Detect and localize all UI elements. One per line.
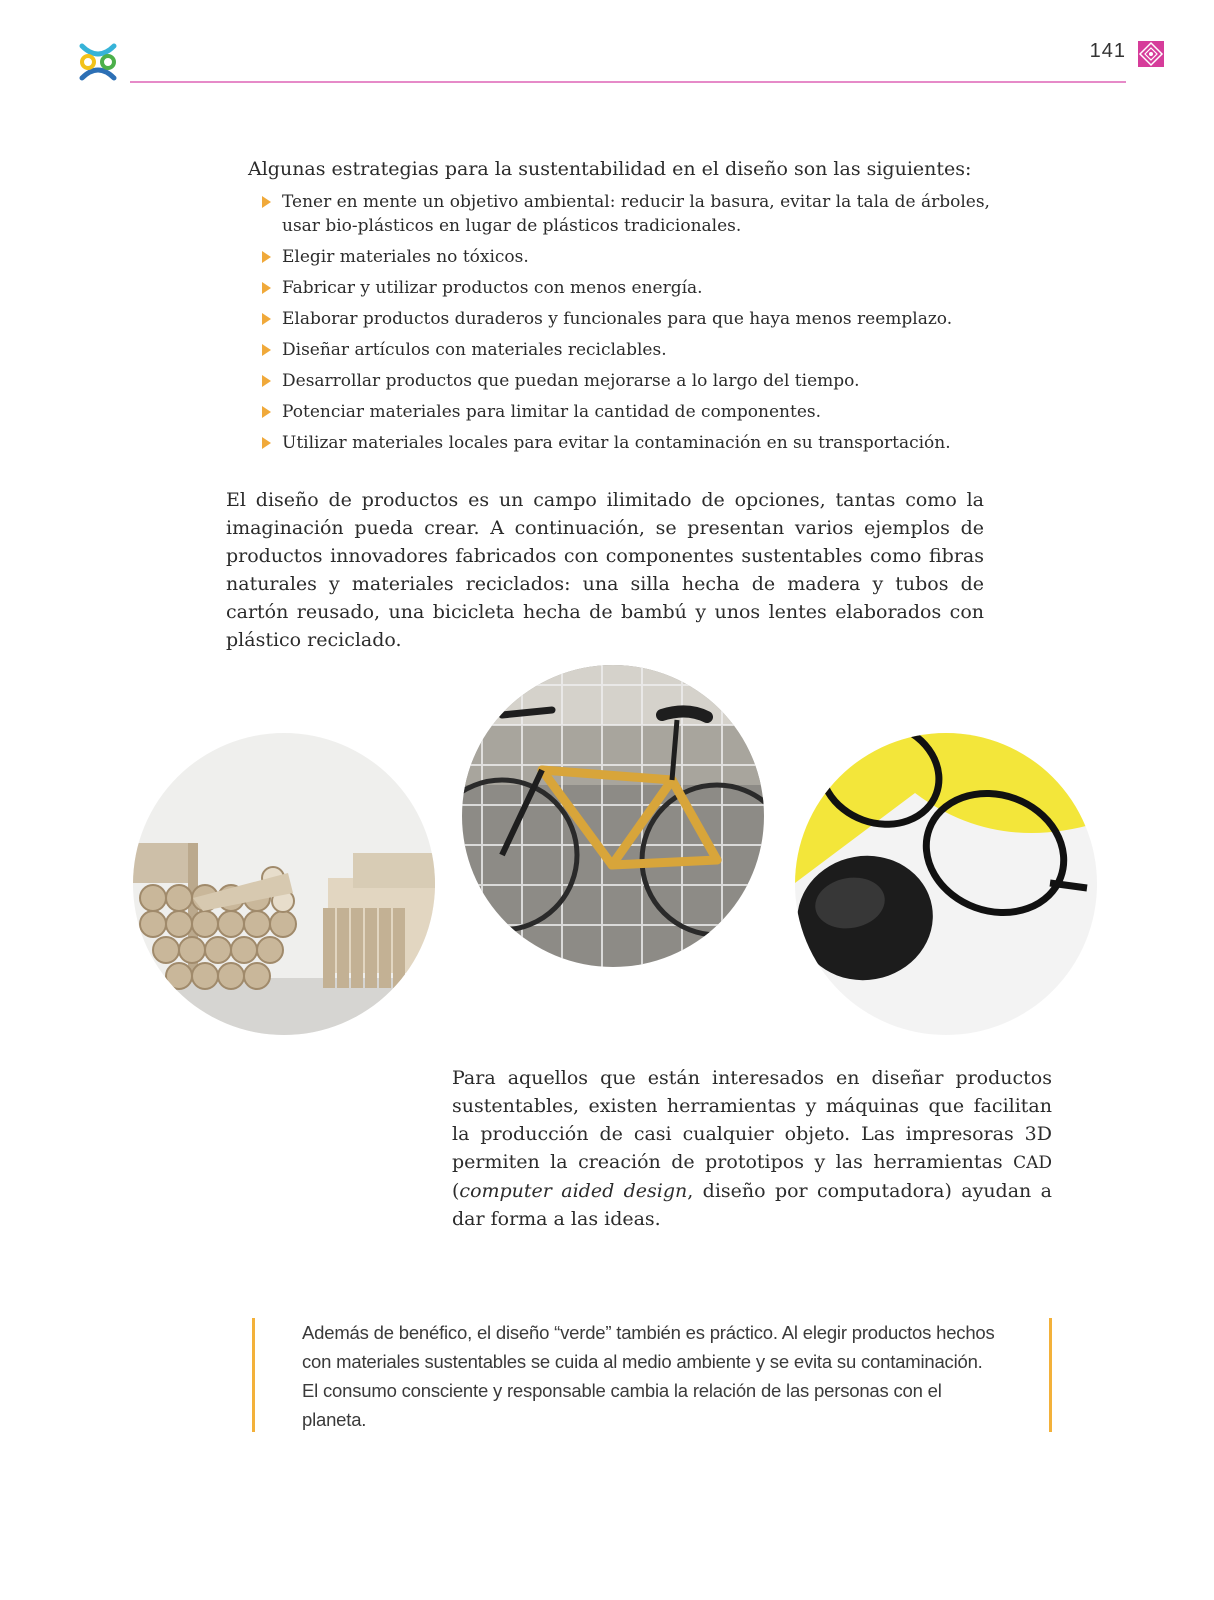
- list-item: [262, 307, 997, 331]
- triangle-bullet-icon: [262, 282, 271, 294]
- list-item-text: Fabricar y utilizar productos con menos energía.: [282, 278, 703, 298]
- page-ornament-icon: [1138, 41, 1164, 67]
- strategy-list: [262, 190, 997, 462]
- list-item: [262, 245, 997, 269]
- list-item: [262, 338, 997, 362]
- header-rule: [130, 81, 1126, 83]
- list-item-text: Utilizar materiales locales para evitar la contaminación en su transportación.: [282, 433, 951, 453]
- cardboard-chair-photo: [133, 733, 435, 1035]
- triangle-bullet-icon: [262, 313, 271, 325]
- list-item-text: Elaborar productos duraderos y funcionales para que haya menos reemplazo.: [282, 309, 953, 329]
- list-item-text: Tener en mente un objetivo ambiental: reducir la basura, evitar la tala de árboles, usar bio-plásticos en lugar de plásticos tradicionales.: [282, 192, 990, 236]
- callout-text: Además de benéfico, el diseño “verde” también es práctico. Al elegir productos hechos con materiales sustentables se cuida al medio ambiente y se evita su contaminación. El consumo consciente y responsable cambia la relación de las personas con el planeta.: [302, 1322, 995, 1430]
- paragraph-text: , diseño por computadora) ayudan a dar forma a las ideas.: [452, 1180, 1052, 1230]
- paragraph-text: (: [452, 1180, 460, 1202]
- recycled-glasses-photo: [795, 733, 1097, 1035]
- triangle-bullet-icon: [262, 437, 271, 449]
- triangle-bullet-icon: [262, 251, 271, 263]
- list-item-text: Elegir materiales no tóxicos.: [282, 247, 529, 267]
- list-item: [262, 190, 997, 238]
- list-item-text: Diseñar artículos con materiales reciclables.: [282, 340, 667, 360]
- list-item: [262, 400, 997, 424]
- series-logo-icon: [76, 40, 120, 84]
- paragraph-text: Para aquellos que están interesados en diseñar productos sustentables, existen herramientas y máquinas que facilitan la producción de casi cualquier objeto. Las impresoras 3D permiten la creación de prototipos y las herramientas: [452, 1067, 1052, 1173]
- list-item: [262, 276, 997, 300]
- intro-text: Algunas estrategias para la sustentabilidad en el diseño son las siguientes:: [248, 158, 972, 180]
- cad-expansion: computer aided design: [459, 1180, 688, 1202]
- triangle-bullet-icon: [262, 406, 271, 418]
- list-item-text: Desarrollar productos que puedan mejorarse a lo largo del tiempo.: [282, 371, 860, 391]
- triangle-bullet-icon: [262, 375, 271, 387]
- triangle-bullet-icon: [262, 196, 271, 208]
- triangle-bullet-icon: [262, 344, 271, 356]
- page-number: 141: [1089, 40, 1126, 62]
- list-item: [262, 431, 997, 455]
- list-item-text: Potenciar materiales para limitar la cantidad de componentes.: [282, 402, 822, 422]
- callout-left-bar: [252, 1318, 255, 1432]
- callout-right-bar: [1049, 1318, 1052, 1432]
- body-paragraph-products: El diseño de productos es un campo ilimitado de opciones, tantas como la imaginación pueda crear. A continuación, se presentan varios ejemplos de productos innovadores fabricados con componentes sustentables como fibras naturales y materiales reciclados: una silla hecha de madera y tubos de cartón reusado, una bicicleta hecha de bambú y unos lentes elaborados con plástico reciclado.: [226, 489, 984, 651]
- list-item: [262, 369, 997, 393]
- callout-box: [252, 1318, 1052, 1438]
- cad-acronym: CAD: [1013, 1153, 1052, 1173]
- body-paragraph-tools: [452, 1064, 1052, 1233]
- bamboo-bicycle-photo: [462, 665, 764, 967]
